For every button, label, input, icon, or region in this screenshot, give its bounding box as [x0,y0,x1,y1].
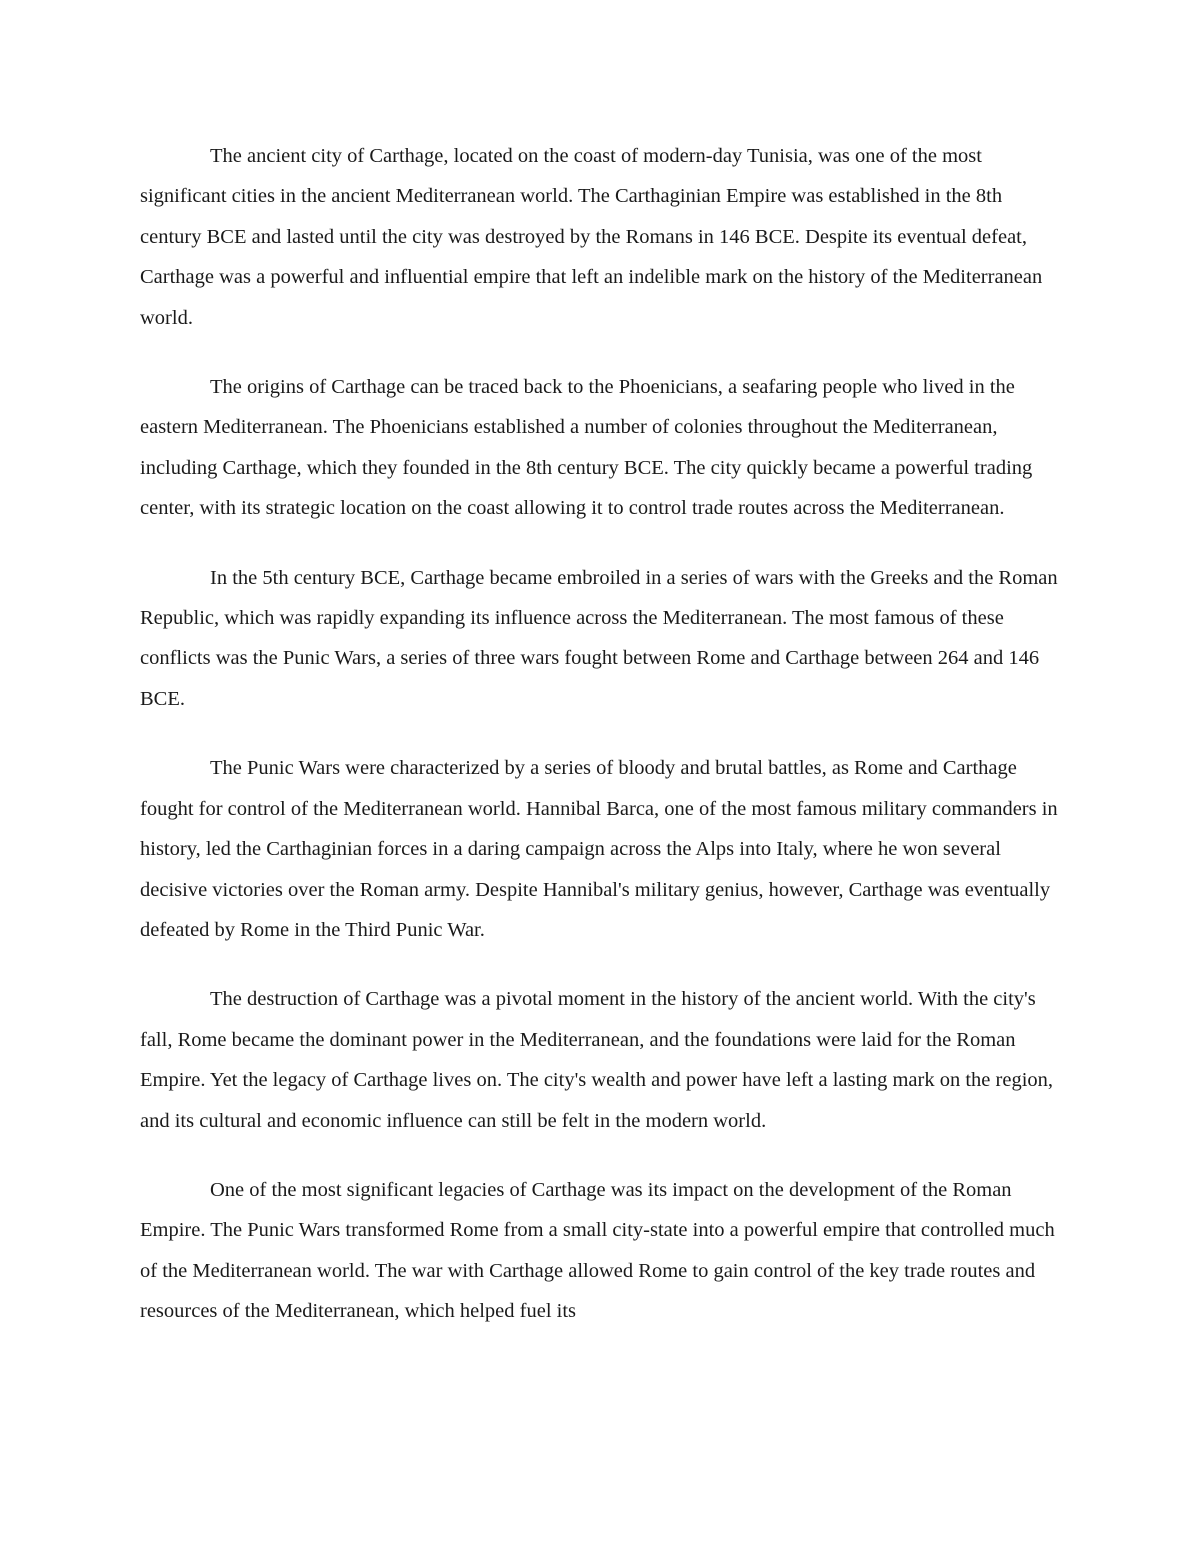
paragraph-4: The Punic Wars were characterized by a series of bloody and brutal battles, as Rome and Carthage fought for control of the Mediterranean world. Hannibal Barca, one of the most famous military commanders in history, led the Carthaginian forces in a daring campaign across the Alps into Italy, where he won several decisive victories over the Roman army. Despite Hannibal's military genius, however, Carthage was eventually defeated by Rome in the Third Punic War. [140,757,1058,941]
paragraph-6: One of the most significant legacies of Carthage was its impact on the development of the Roman Empire. The Punic Wars transformed Rome from a small city-state into a powerful empire that controlled much of the Mediterranean world. The war with Carthage allowed Rome to gain control of the key trade routes and resources of the Mediterranean, which helped fuel its [140,1178,1055,1323]
paragraph-5: The destruction of Carthage was a pivotal moment in the history of the ancient world. With the city's fall, Rome became the dominant power in the Mediterranean, and the foundations were laid for the Roman Empire. Yet the legacy of Carthage lives on. The city's wealth and power have left a lasting mark on the region, and its cultural and economic influence can still be felt in the modern world. [140,988,1054,1132]
paragraph-2: The origins of Carthage can be traced back to the Phoenicians, a seafaring people who lived in the eastern Mediterranean. The Phoenicians established a number of colonies throughout the Mediterranean, including Carthage, which they founded in the 8th century BCE. The city quickly became a powerful trading center, with its strategic location on the coast allowing it to control trade routes across the Mediterranean. [140,376,1033,520]
paragraph-1: The ancient city of Carthage, located on the coast of modern-day Tunisia, was one of the most significant cities in the ancient Mediterranean world. The Carthaginian Empire was established in the 8th century BCE and lasted until the city was destroyed by the Romans in 146 BCE. Despite its eventual defeat, Carthage was a powerful and influential empire that left an indelible mark on the history of the Mediterranean world. [140,145,1043,329]
paragraph-3: In the 5th century BCE, Carthage became embroiled in a series of wars with the Greeks and the Roman Republic, which was rapidly expanding its influence across the Mediterranean. The most famous of these conflicts was the Punic Wars, a series of three wars fought between Rome and Carthage between 264 and 146 BCE. [140,566,1058,710]
document-body [140,136,1062,1361]
